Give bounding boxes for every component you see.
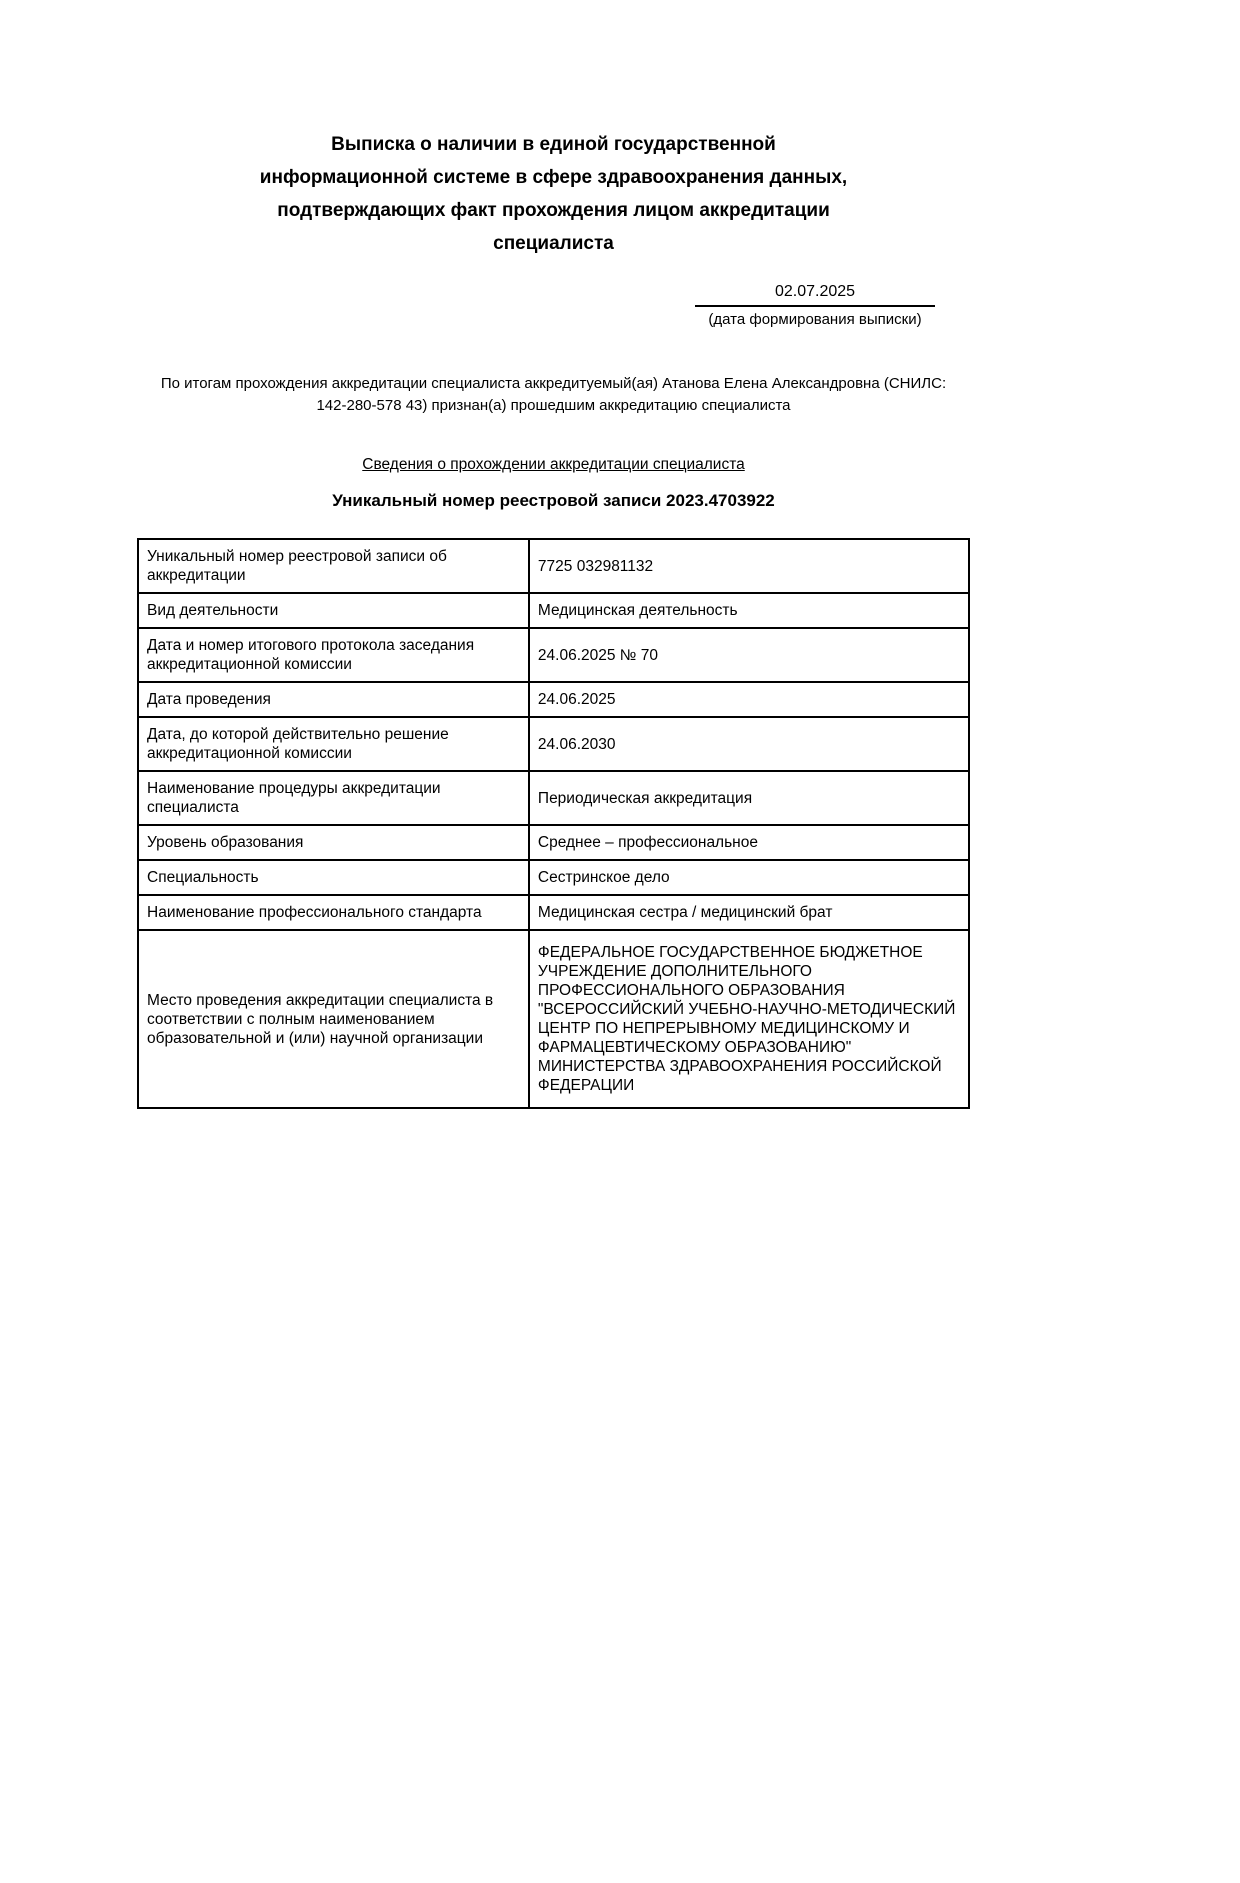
row-value: Сестринское дело (529, 860, 969, 895)
row-label: Дата и номер итогового протокола заседания аккредитационной комиссии (138, 628, 529, 682)
generation-date-block (695, 282, 935, 329)
table-row (138, 717, 969, 771)
table-row (138, 860, 969, 895)
table-row (138, 895, 969, 930)
table-row (138, 930, 969, 1108)
row-value: 24.06.2025 (529, 682, 969, 717)
table-row (138, 682, 969, 717)
row-label: Уникальный номер реестровой записи об аккредитации (138, 539, 529, 593)
generation-date-caption: (дата формирования выписки) (708, 311, 922, 328)
document-content (137, 128, 970, 1109)
row-label: Наименование профессионального стандарта (138, 895, 529, 930)
row-value: Среднее – профессиональное (529, 825, 969, 860)
table-row (138, 539, 969, 593)
table-row (138, 628, 969, 682)
row-value: ФЕДЕРАЛЬНОЕ ГОСУДАРСТВЕННОЕ БЮДЖЕТНОЕ УЧРЕЖДЕНИЕ ДОПОЛНИТЕЛЬНОГО ПРОФЕССИОНАЛЬНОГО ОБРАЗОВАНИЯ "ВСЕРОССИЙСКИЙ УЧЕБНО-НАУЧНО-МЕТОДИЧЕСКИЙ ЦЕНТР ПО НЕПРЕРЫВНОМУ МЕДИЦИНСКОМУ И ФАРМАЦЕВТИЧЕСКОМУ ОБРАЗОВАНИЮ" МИНИСТЕРСТВА ЗДРАВООХРАНЕНИЯ РОССИЙСКОЙ ФЕДЕРАЦИИ (529, 930, 969, 1108)
row-label: Дата проведения (138, 682, 529, 717)
row-value: 24.06.2025 № 70 (529, 628, 969, 682)
document-page (0, 128, 1240, 1883)
section-heading: Сведения о прохождении аккредитации специалиста (362, 456, 745, 473)
table-row (138, 825, 969, 860)
table-row (138, 593, 969, 628)
accreditation-table (137, 538, 970, 1109)
row-value: 7725 032981132 (529, 539, 969, 593)
row-value: Периодическая аккредитация (529, 771, 969, 825)
row-label: Вид деятельности (138, 593, 529, 628)
row-value: Медицинская сестра / медицинский брат (529, 895, 969, 930)
document-title: Выписка о наличии в единой государственной информационной системе в сфере здравоохранения данных, подтверждающих факт прохождения лицом аккредитации специалиста (259, 134, 848, 254)
row-label: Дата, до которой действительно решение аккредитационной комиссии (138, 717, 529, 771)
row-label: Уровень образования (138, 825, 529, 860)
table-row (138, 771, 969, 825)
generation-date: 02.07.2025 (695, 282, 935, 307)
registry-number-heading: Уникальный номер реестровой записи 2023.4703922 (332, 491, 775, 510)
row-label: Наименование процедуры аккредитации специалиста (138, 771, 529, 825)
row-label: Специальность (138, 860, 529, 895)
row-label: Место проведения аккредитации специалиста в соответствии с полным наименованием образовательной и (или) научной организации (138, 930, 529, 1108)
intro-paragraph: По итогам прохождения аккредитации специалиста аккредитуемый(ая) Атанова Елена Александровна (СНИЛС: 142-280-578 43) признан(а) прошедшим аккредитацию специалиста (160, 375, 947, 414)
row-value: Медицинская деятельность (529, 593, 969, 628)
row-value: 24.06.2030 (529, 717, 969, 771)
